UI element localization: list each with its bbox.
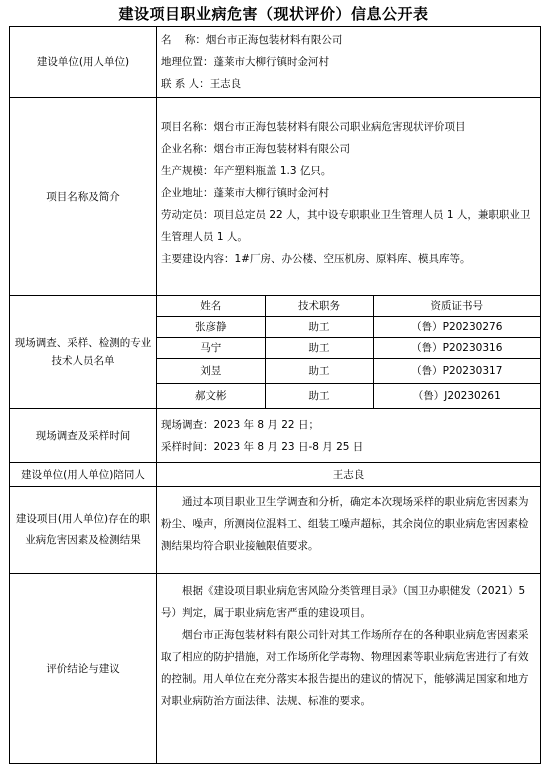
project-company-line: 企业名称：烟台市正海包装材料有限公司 — [161, 142, 350, 155]
unit-contact: 王志良 — [209, 78, 242, 90]
row-unit — [10, 27, 541, 98]
label-conclusion: 评价结论与建议 — [10, 574, 157, 764]
unit-name: 烟台市正海包装材料有限公司 — [205, 34, 343, 46]
page-title: 建设项目职业病危害（现状评价）信息公开表 — [118, 5, 429, 23]
row-conclusion — [10, 574, 541, 764]
companion-name: 王志良 — [157, 463, 541, 487]
row-staff — [10, 296, 541, 409]
project-details — [157, 98, 541, 296]
table-row — [157, 338, 540, 359]
conclusion-cell — [157, 574, 541, 764]
label-survey-time: 现场调查及采样时间 — [10, 409, 157, 463]
staff-header-name: 姓名 — [157, 296, 265, 317]
staff-table — [157, 296, 540, 408]
staff-cert: （鲁）P20230276 — [373, 317, 540, 338]
staff-title: 助工 — [265, 384, 373, 409]
project-content-line: 主要建设内容：1#厂房、办公楼、空压机房、原料库、模具库等。 — [161, 252, 471, 265]
unit-name-line — [157, 29, 540, 51]
unit-address: 蓬莱市大柳行镇时金河村 — [213, 56, 329, 68]
staff-header-row — [157, 296, 540, 317]
staff-name: 张彦静 — [157, 317, 265, 338]
staff-header-title: 技术职务 — [265, 296, 373, 317]
hazards-text: 通过本项目职业卫生学调查和分析，确定本次现场采样的职业病危害因素为粉尘、噪声，所测岗位混料工、组装工噪声超标，其余岗位的职业病危害因素检测结果均符合职业接触限值要求。 — [161, 496, 529, 552]
table-row — [157, 359, 540, 384]
row-survey-time — [10, 409, 541, 463]
hazards-cell — [157, 487, 541, 574]
staff-name: 马宁 — [157, 338, 265, 359]
staff-name: 郝文彬 — [195, 390, 227, 402]
label-staff: 现场调查、采样、检测的专业技术人员名单 — [10, 296, 157, 409]
unit-address-label: 地理位置： — [161, 56, 214, 68]
row-project — [10, 98, 541, 296]
staff-cert: （鲁）P20230316 — [373, 338, 540, 359]
project-name-line: 项目名称：烟台市正海包装材料有限公司职业病危害现状评价项目 — [161, 120, 466, 133]
label-companion: 建设单位(用人单位)陪同人 — [10, 463, 157, 487]
unit-details — [157, 27, 541, 98]
project-staffing-line: 劳动定员：项目总定员 22 人，其中设专职职业卫生管理人员 1 人，兼职职业卫生管理人员 1 人。 — [161, 208, 531, 243]
label-hazards: 建设项目(用人单位)存在的职业病危害因素及检测结果 — [10, 487, 157, 574]
unit-name-label: 名 称： — [161, 34, 206, 46]
staff-header-cert: 资质证书号 — [373, 296, 540, 317]
table-row — [157, 317, 540, 338]
unit-contact-line — [157, 73, 540, 95]
label-unit: 建设单位(用人单位) — [10, 27, 157, 98]
row-companion — [10, 463, 541, 487]
conclusion-paragraph-1: 根据《建设项目职业病危害风险分类管理目录》（国卫办职健发（2021）5 号）判定，属于职业病危害严重的建设项目。 — [161, 585, 526, 619]
label-project: 项目名称及简介 — [10, 98, 157, 296]
info-table — [9, 26, 541, 764]
staff-cert: （鲁）P20230317 — [373, 359, 540, 384]
project-scale-line: 生产规模：年产塑料瓶盖 1.3 亿只。 — [161, 164, 332, 177]
unit-contact-label: 联 系 人： — [161, 78, 210, 90]
survey-time-details — [157, 409, 541, 463]
staff-title: 助工 — [265, 317, 373, 338]
sampling-date: 采样时间：2023 年 8 月 23 日-8 月 25 日 — [161, 440, 364, 453]
staff-title: 助工 — [265, 338, 373, 359]
staff-name: 刘昱 — [157, 359, 265, 384]
unit-address-line — [157, 51, 540, 73]
staff-cert: （鲁）J20230261 — [373, 384, 540, 409]
staff-title: 助工 — [265, 359, 373, 384]
table-row — [157, 384, 540, 409]
row-hazards — [10, 487, 541, 574]
staff-cell — [157, 296, 541, 409]
conclusion-paragraph-2: 烟台市正海包装材料有限公司针对其工作场所存在的各种职业病危害因素采取了相应的防护措施，对工作场所化学毒物、物理因素等职业病危害进行了有效的控制。用人单位在充分落实本报告提出的建议的情况下，能够满足国家和地方对职业病防治方面法律、法规、标准的要求。 — [161, 629, 529, 707]
project-address-line: 企业地址：蓬莱市大柳行镇时金河村 — [161, 186, 329, 199]
survey-date: 现场调查：2023 年 8 月 22 日； — [161, 418, 319, 431]
